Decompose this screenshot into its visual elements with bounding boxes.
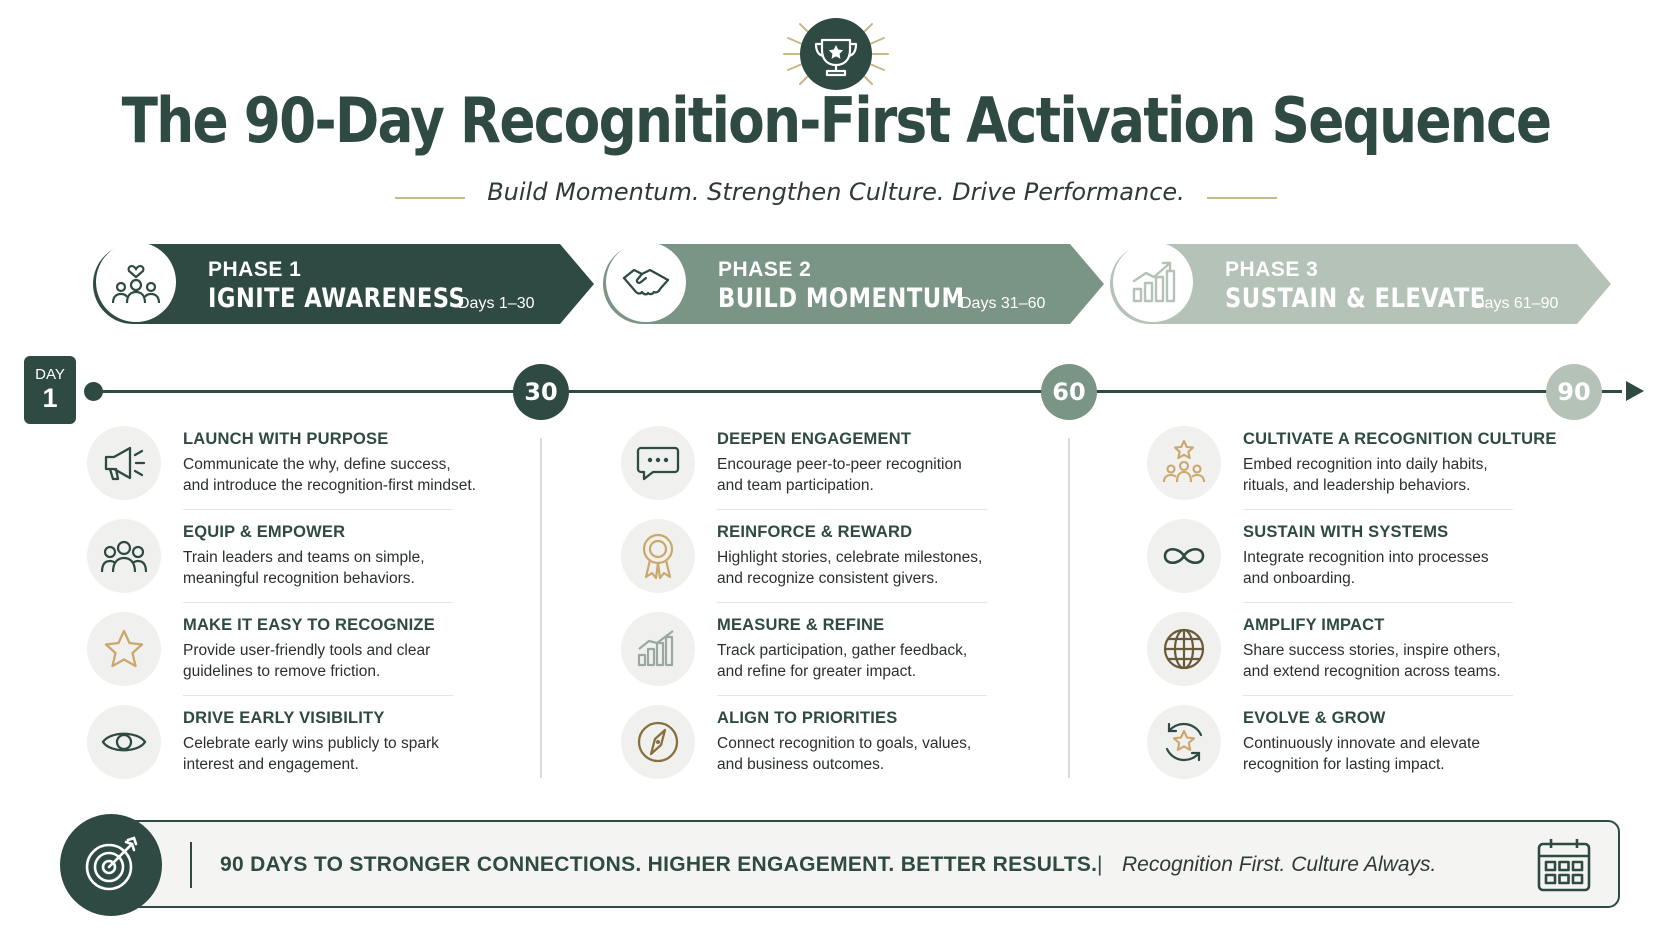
item-description: Track participation, gather feedback, and refine for greater impact. <box>717 642 968 680</box>
item-separator <box>1243 695 1513 696</box>
phase-3-days: Days 61–90 <box>1473 295 1559 312</box>
item-title: LAUNCH WITH PURPOSE <box>183 430 389 448</box>
timeline-line <box>92 390 1622 393</box>
item-description: Celebrate early wins publicly to spark interest and engagement. <box>183 735 439 773</box>
calendar-icon-wrap <box>1536 836 1592 894</box>
phase-2-days: Days 31–60 <box>960 295 1046 312</box>
item-icon-circle <box>1147 519 1221 593</box>
subtitle-rule-right <box>1207 197 1277 199</box>
item-icon-circle <box>87 519 161 593</box>
phase-1-days: Days 1–30 <box>458 295 535 312</box>
phase-1-tag: PHASE 1 <box>208 258 302 281</box>
item-title: EVOLVE & GROW <box>1243 709 1386 727</box>
item-description: Share success stories, inspire others, and extend recognition across teams. <box>1243 642 1501 680</box>
timeline-arrow <box>1626 381 1644 401</box>
item-separator <box>717 695 987 696</box>
phase-2-icon-circle <box>606 242 686 322</box>
list-item <box>1147 426 1607 516</box>
growth-chart-icon <box>1128 259 1178 305</box>
list-item <box>1147 612 1607 702</box>
item-title: MEASURE & REFINE <box>717 616 885 634</box>
footer-separator: | <box>1097 853 1103 876</box>
bar-chart-icon <box>635 629 681 669</box>
item-separator <box>183 602 453 603</box>
item-icon-circle <box>621 519 695 593</box>
item-description: Provide user-friendly tools and clear guidelines to remove friction. <box>183 642 431 680</box>
item-description: Integrate recognition into processes and onboarding. <box>1243 549 1489 587</box>
item-description: Communicate the why, define success, and introduce the recognition-first mindset. <box>183 456 476 494</box>
item-icon-circle <box>621 612 695 686</box>
item-separator <box>717 602 987 603</box>
chat-bubble-icon <box>635 443 681 483</box>
phase-3-name: SUSTAIN & ELEVATE <box>1225 283 1486 314</box>
trophy-icon <box>766 14 906 94</box>
item-title: DRIVE EARLY VISIBILITY <box>183 709 385 727</box>
list-item <box>621 426 1061 516</box>
item-icon-circle <box>1147 426 1221 500</box>
list-item <box>621 705 1061 795</box>
list-item <box>87 612 527 702</box>
star-icon <box>102 628 146 670</box>
item-title: DEEPEN ENGAGEMENT <box>717 430 912 448</box>
list-item <box>1147 519 1607 609</box>
item-separator <box>183 695 453 696</box>
people-heart-icon <box>108 257 164 307</box>
item-separator <box>717 509 987 510</box>
phase-3-icon-circle <box>1113 242 1193 322</box>
item-icon-circle <box>87 612 161 686</box>
item-icon-circle <box>621 426 695 500</box>
footer-message: 90 DAYS TO STRONGER CONNECTIONS. HIGHER ENGAGEMENT. BETTER RESULTS. <box>220 853 1098 876</box>
milestone-90: 90 <box>1546 364 1602 420</box>
footer-tagline: Recognition First. Culture Always. <box>1122 853 1437 876</box>
team-icon <box>99 536 149 576</box>
column-divider <box>540 438 542 778</box>
item-title: CULTIVATE A RECOGNITION CULTURE <box>1243 430 1557 448</box>
star-group-icon <box>1160 438 1208 488</box>
award-ribbon-icon <box>638 531 678 581</box>
compass-icon <box>635 719 681 765</box>
phase-1-banner <box>88 240 598 330</box>
page-title: The 90-Day Recognition-First Activation Sequence <box>121 84 1551 157</box>
list-item <box>621 612 1061 702</box>
page-subtitle: Build Momentum. Strengthen Culture. Drive Performance. <box>487 178 1185 206</box>
day-one-badge <box>24 356 76 424</box>
footer-icon-circle <box>60 814 162 916</box>
item-icon-circle <box>87 426 161 500</box>
phase-3-banner <box>1105 240 1615 330</box>
item-description: Highlight stories, celebrate milestones, and recognize consistent givers. <box>717 549 983 587</box>
list-item <box>87 519 527 609</box>
timeline-start-dot <box>84 382 103 401</box>
phase-2-banner <box>598 240 1108 330</box>
infinity-icon <box>1159 541 1209 571</box>
eye-icon <box>100 727 148 757</box>
phase-2-name: BUILD MOMENTUM <box>718 283 965 314</box>
item-separator <box>1243 602 1513 603</box>
item-description: Connect recognition to goals, values, and business outcomes. <box>717 735 972 773</box>
list-item <box>621 519 1061 609</box>
phase-3-tag: PHASE 3 <box>1225 258 1319 281</box>
list-item <box>1147 705 1607 795</box>
item-description: Embed recognition into daily habits, rituals, and leadership behaviors. <box>1243 456 1488 494</box>
target-icon <box>82 836 140 894</box>
globe-icon <box>1161 626 1207 672</box>
milestone-30: 30 <box>513 364 569 420</box>
item-title: SUSTAIN WITH SYSTEMS <box>1243 523 1449 541</box>
item-title: ALIGN TO PRIORITIES <box>717 709 898 727</box>
footer-rule <box>190 842 192 888</box>
item-icon-circle <box>621 705 695 779</box>
item-title: AMPLIFY IMPACT <box>1243 616 1385 634</box>
trophy-emblem <box>766 14 906 94</box>
item-description: Encourage peer-to-peer recognition and team participation. <box>717 456 962 494</box>
phase-1-name: IGNITE AWARENESS <box>208 283 466 314</box>
milestone-60: 60 <box>1041 364 1097 420</box>
star-cycle-icon <box>1160 718 1208 766</box>
item-icon-circle <box>1147 705 1221 779</box>
item-separator <box>183 509 453 510</box>
item-description: Train leaders and teams on simple, meaningful recognition behaviors. <box>183 549 425 587</box>
item-icon-circle <box>1147 612 1221 686</box>
item-title: EQUIP & EMPOWER <box>183 523 346 541</box>
list-item <box>87 426 527 516</box>
handshake-icon <box>620 262 672 302</box>
item-title: MAKE IT EASY TO RECOGNIZE <box>183 616 435 634</box>
day-number: 1 <box>42 383 58 413</box>
phase-1-icon-circle <box>96 242 176 322</box>
item-separator <box>1243 509 1513 510</box>
column-divider <box>1068 438 1070 778</box>
phase-2-tag: PHASE 2 <box>718 258 812 281</box>
item-title: REINFORCE & REWARD <box>717 523 913 541</box>
megaphone-icon <box>100 443 148 483</box>
item-icon-circle <box>87 705 161 779</box>
list-item <box>87 705 527 795</box>
day-label: DAY <box>35 366 65 383</box>
calendar-icon <box>1536 836 1592 894</box>
item-description: Continuously innovate and elevate recognition for lasting impact. <box>1243 735 1480 773</box>
